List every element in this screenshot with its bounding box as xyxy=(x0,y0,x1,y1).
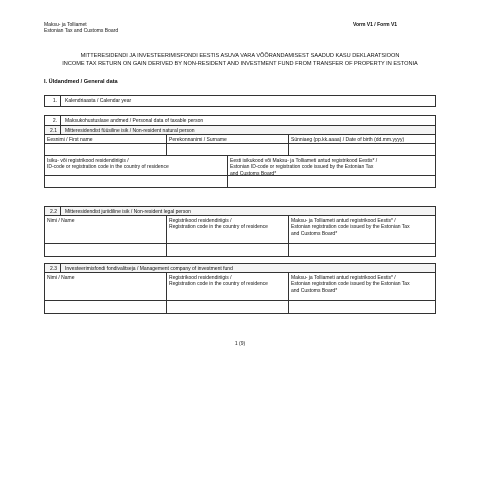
management-company-inputs xyxy=(45,301,435,313)
estonian-id-label-line2: Estonian ID-code or registration code issued by the Estonian Tax xyxy=(230,164,374,171)
legal-etcb-code-field[interactable] xyxy=(289,244,435,256)
legal-etcb-code-label xyxy=(289,216,435,243)
surname-label: Perekonnanimi / Surname xyxy=(167,135,289,143)
form-title xyxy=(44,52,436,68)
row-number: 2.2 xyxy=(45,207,61,215)
fund-reg-code-field[interactable] xyxy=(167,301,289,313)
natural-person-id-inputs xyxy=(45,176,435,187)
residence-id-label xyxy=(45,156,228,175)
natural-person-label: Mitteresidendist füüsiline isik / Non-resident natural person xyxy=(65,128,195,134)
legal-reg-code-field[interactable] xyxy=(167,244,289,256)
legal-person-inputs xyxy=(45,244,435,256)
fund-etcb-label-line3: and Customs Board* xyxy=(291,287,338,294)
estonian-id-label-line1: Eesti isikukood või Maksu- ja Tolliameti antud registrikood Eestis* / xyxy=(230,158,378,164)
form-code: Vorm V1 / Form V1 xyxy=(353,22,398,28)
fund-name-label: Nimi / Name xyxy=(45,273,167,300)
management-company-label: Investeerimisfondi fondivalitseja / Management company of investment fund xyxy=(65,266,233,272)
fund-etcb-label-line1: Maksu- ja Tolliameti antud registrikood Eestis* / xyxy=(291,275,396,281)
residence-id-field[interactable] xyxy=(45,176,228,187)
row-number: 2.1 xyxy=(45,126,61,134)
org-name-et: Maksu- ja Tolliamet xyxy=(44,22,87,28)
taxable-person-box xyxy=(44,115,436,188)
management-company-field-labels xyxy=(45,273,435,301)
fund-etcb-label-line2: Estonian registration code issued by the Estonian Tax xyxy=(291,281,410,288)
first-name-field[interactable] xyxy=(45,144,167,155)
org-header xyxy=(44,22,118,35)
estonian-id-label-line3: and Customs Board* xyxy=(230,170,277,177)
legal-reg-code-label xyxy=(167,216,289,243)
legal-person-header xyxy=(45,207,435,216)
legal-person-field-labels xyxy=(45,216,435,244)
fund-etcb-code-field[interactable] xyxy=(289,301,435,313)
legal-person-label: Mitteresidendist juriidiline isik / Non-resident legal person xyxy=(65,209,191,215)
section-general-title: I. Üldandmed / General data xyxy=(44,79,118,85)
natural-person-inputs xyxy=(45,144,435,156)
legal-person-box xyxy=(44,206,436,257)
natural-person-header xyxy=(45,126,435,135)
calendar-year-row[interactable] xyxy=(45,96,435,106)
date-of-birth-field[interactable] xyxy=(289,144,435,155)
legal-reg-code-label-et: Registrikood residendiriigis / xyxy=(169,218,232,224)
natural-person-id-labels xyxy=(45,156,435,176)
estonian-id-label xyxy=(228,156,435,175)
page-number: 1 (9) xyxy=(234,341,246,347)
estonian-id-field[interactable] xyxy=(228,176,435,187)
management-company-box xyxy=(44,263,436,314)
surname-field[interactable] xyxy=(167,144,289,155)
first-name-label: Eesnimi / First name xyxy=(45,135,167,143)
row-number: 2. xyxy=(45,116,61,125)
title-line-en: INCOME TAX RETURN ON GAIN DERIVED BY NON-RESIDENT AND INVESTMENT FUND FROM TRANSFER OF PROPERTY IN ESTONIA xyxy=(62,61,418,68)
title-line-et: MITTERESIDENDI JA INVESTEERIMISFONDI EESTIS ASUVA VARA VÕÕRANDAMISEST SAADUD KASU DEKLARATSIOON xyxy=(80,53,400,59)
calendar-year-box xyxy=(44,95,436,107)
taxable-person-label: Maksukohustuslase andmed / Personal data of taxable person xyxy=(65,118,204,124)
legal-etcb-label-line2: Estonian registration code issued by the Estonian Tax xyxy=(291,224,410,231)
taxable-person-row xyxy=(45,116,435,126)
residence-id-label-en: ID-code or registration code in the country of residence xyxy=(47,164,169,171)
legal-reg-code-label-en: Registration code in the country of residence xyxy=(169,224,268,231)
residence-id-label-et: Isiku- või registrikood residendiriigis / xyxy=(47,158,129,164)
date-of-birth-label: Sünniaeg (pp.kk.aaaa) / Date of birth (dd.mm.yyyy) xyxy=(291,137,405,143)
fund-etcb-code-label xyxy=(289,273,435,300)
row-number: 1. xyxy=(45,96,61,106)
natural-person-field-labels xyxy=(45,135,435,144)
org-name-en: Estonian Tax and Customs Board xyxy=(44,28,119,35)
legal-name-label: Nimi / Name xyxy=(45,216,167,243)
legal-etcb-label-line1: Maksu- ja Tolliameti antud registrikood Eestis* / xyxy=(291,218,396,224)
fund-reg-code-label-en: Registration code in the country of residence xyxy=(169,281,268,288)
row-number: 2.3 xyxy=(45,264,61,272)
legal-etcb-label-line3: and Customs Board* xyxy=(291,230,338,237)
fund-name-field[interactable] xyxy=(45,301,167,313)
legal-name-field[interactable] xyxy=(45,244,167,256)
calendar-year-label: Kalendriaasta / Calendar year xyxy=(65,98,132,104)
management-company-header xyxy=(45,264,435,273)
fund-reg-code-label xyxy=(167,273,289,300)
fund-reg-code-label-et: Registrikood residendiriigis / xyxy=(169,275,232,281)
